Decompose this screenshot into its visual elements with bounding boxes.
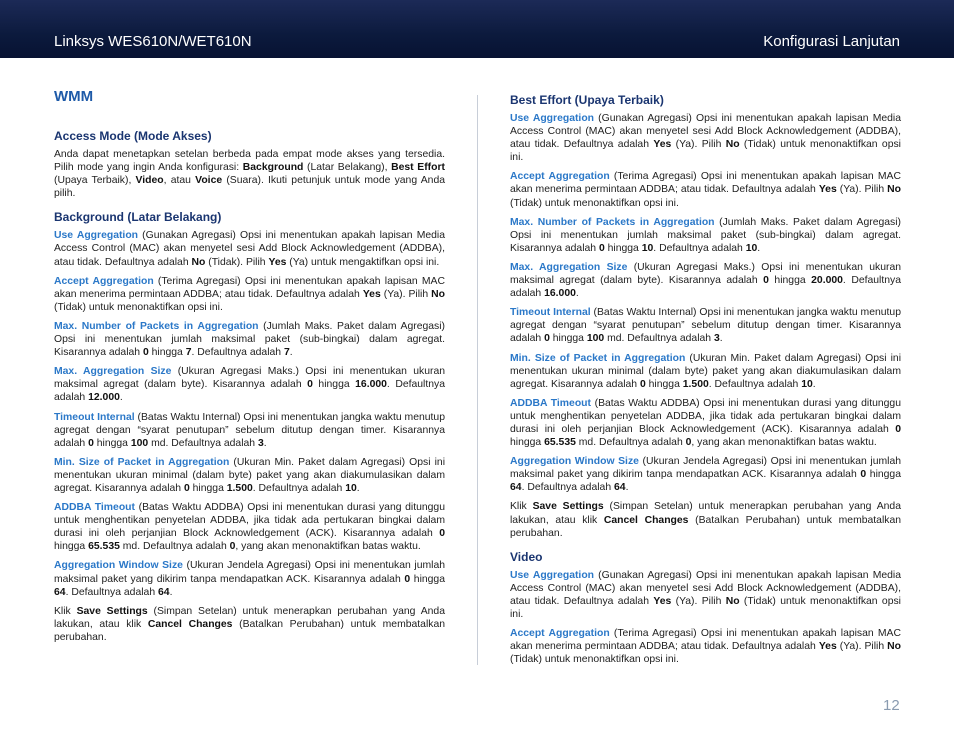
header-section-title: Konfigurasi Lanjutan	[763, 33, 900, 50]
best-effort-addba-timeout: ADDBA Timeout (Batas Waktu ADDBA) Opsi ini menentukan durasi yang ditunggu untuk menghentikan penyetelan ADDBA, jika tidak ada pertukaran bingkai dalam durasi ini oleh perjanjian Block Acknowledgement (ACK). Kisarannya adalah 0 hingga 65.535 md. Defaultnya adalah 0, yang akan menonaktifkan batas waktu.	[510, 397, 901, 449]
page-header	[0, 0, 954, 58]
best-effort-window-size: Aggregation Window Size (Ukuran Jendela Agregasi) Opsi ini menentukan jumlah maksimal paket yang dikirim tanpa mendapatkan ACK. Kisarannya adalah 0 hingga 64. Defaultnya adalah 64.	[510, 456, 902, 494]
best-effort-min-packet-size: Min. Size of Packet in Aggregation (Ukuran Min. Paket dalam Agregasi) Opsi ini menentukan ukuran minimal (dalam byte) paket yang akan diakumulasikan dalam agregat. Kisarannya adalah 0 hingga 1.500. Defaultnya adalah 10.	[510, 352, 901, 390]
left-column	[54, 88, 445, 650]
best-effort-save-instructions: Klik Save Settings (Simpan Setelan) untuk menerapkan perubahan yang Anda lakukan, atau klik Cancel Changes (Batalkan Perubahan) untuk membatalkan perubahan.	[510, 501, 902, 539]
background-save-instructions: Klik Save Settings (Simpan Setelan) untuk menerapkan perubahan yang Anda lakukan, atau klik Cancel Changes (Batalkan Perubahan) untuk membatalkan perubahan.	[54, 605, 446, 643]
right-column	[510, 93, 901, 672]
access-mode-paragraph: Anda dapat menetapkan setelan berbeda pada empat mode akses yang tersedia. Pilih mode yang ingin Anda konfigurasi: Background (Latar Belakang), Best Effort (Upaya Terbaik), Video, atau Voice (Suara). Ikuti petunjuk untuk mode yang Anda pilih.	[54, 149, 446, 200]
video-heading: Video	[510, 549, 543, 564]
background-timeout-internal: Timeout Internal (Batas Waktu Internal) Opsi ini menentukan jangka waktu menutup agregat dengan “syarat penutupan” sebelum ditutup dengan timer. Kisarannya adalah 0 hingga 100 md. Defaultnya adalah 3.	[54, 411, 445, 449]
background-max-packets: Max. Number of Packets in Aggregation (Jumlah Maks. Paket dalam Agregasi) Opsi ini menentukan jumlah maksimal paket (sub-bingkai) dalam agregat. Kisarannya adalah 0 hingga 7. Defaultnya adalah 7.	[54, 320, 446, 359]
background-heading: Background (Latar Belakang)	[54, 210, 222, 225]
header-product-title: Linksys WES610N/WET610N	[54, 33, 252, 50]
video-accept-aggregation: Accept Aggregation (Terima Agregasi) Opsi ini menentukan apakah lapisan MAC akan menerima permintaan ADDBA; atau tidak. Defaultnya adalah Yes (Ya). Pilih No (Tidak) untuk menonaktifkan opsi ini.	[510, 628, 901, 666]
background-max-aggregation-size: Max. Aggregation Size (Ukuran Agregasi Maks.) Opsi ini menentukan ukuran maksimal agregat (dalam byte). Kisarannya adalah 0 hingga 16.000. Defaultnya adalah 12.000.	[54, 366, 446, 404]
best-effort-heading: Best Effort (Upaya Terbaik)	[510, 93, 664, 107]
background-accept-aggregation: Accept Aggregation (Terima Agregasi) Opsi ini menentukan apakah lapisan MAC akan menerima permintaan ADDBA; atau tidak. Defaultnya adalah Yes (Ya). Pilih No (Tidak) untuk menonaktifkan opsi ini.	[54, 275, 445, 313]
background-addba-timeout: ADDBA Timeout (Batas Waktu ADDBA) Opsi ini menentukan durasi yang ditunggu untuk menghentikan penyetelan ADDBA, jika tidak ada pertukaran bingkai dalam durasi ini oleh perjanjian Block Acknowledgement (ACK). Kisarannya adalah 0 hingga 65.535 md. Defaultnya adalah 0, yang akan menonaktifkan batas waktu.	[54, 502, 445, 553]
best-effort-use-aggregation: Use Aggregation (Gunakan Agregasi) Opsi ini menentukan apakah lapisan Media Access Control (MAC) akan menyetel sesi Add Block Acknowledgement (ADDBA), atau tidak. Defaultnya adalah Yes (Ya). Pilih No (Tidak) untuk menonaktifkan opsi ini.	[510, 113, 902, 164]
best-effort-max-packets: Max. Number of Packets in Aggregation (Jumlah Maks. Paket dalam Agregasi) Opsi ini menentukan jumlah maksimal paket (sub-bingkai) dalam agregat. Kisarannya adalah 0 hingga 10. Defaultnya adalah 10.	[510, 216, 902, 254]
best-effort-accept-aggregation: Accept Aggregation (Terima Agregasi) Opsi ini menentukan apakah lapisan MAC akan menerima permintaan ADDBA; atau tidak. Defaultnya adalah Yes (Ya). Pilih No (Tidak) untuk menonaktifkan opsi ini.	[510, 171, 901, 209]
background-min-packet-size: Min. Size of Packet in Aggregation (Ukuran Min. Paket dalam Agregasi) Opsi ini menentukan ukuran minimal (dalam byte) paket yang akan diakumulasikan dalam agregat. Kisarannya adalah 0 hingga 1.500. Defaultnya adalah 10.	[54, 456, 445, 494]
wmm-heading: WMM	[54, 88, 94, 105]
best-effort-max-aggregation-size: Max. Aggregation Size (Ukuran Agregasi Maks.) Opsi ini menentukan ukuran maksimal agregat (dalam byte). Kisarannya adalah 0 hingga 20.000. Defaultnya adalah 16.000.	[510, 261, 902, 300]
access-mode-heading: Access Mode (Mode Akses)	[54, 129, 212, 143]
background-window-size: Aggregation Window Size (Ukuran Jendela Agregasi) Opsi ini menentukan jumlah maksimal paket yang dikirim tanpa mendapatkan ACK. Kisarannya adalah 0 hingga 64. Defaultnya adalah 64.	[54, 560, 446, 598]
video-use-aggregation: Use Aggregation (Gunakan Agregasi) Opsi ini menentukan apakah lapisan Media Access Control (MAC) akan menyetel sesi Add Block Acknowledgement (ADDBA), atau tidak. Defaultnya adalah Yes (Ya). Pilih No (Tidak) untuk menonaktifkan opsi ini.	[510, 569, 902, 620]
page-number: 12	[883, 697, 900, 714]
column-divider	[477, 95, 478, 665]
background-use-aggregation: Use Aggregation (Gunakan Agregasi) Opsi ini menentukan apakah lapisan Media Access Control (MAC) akan menyetel sesi Add Block Acknowledgement (ADDBA), atau tidak. Defaultnya adalah No (Tidak). Pilih Yes (Ya) untuk mengaktifkan opsi ini.	[54, 230, 446, 268]
best-effort-timeout-internal: Timeout Internal (Batas Waktu Internal) Opsi ini menentukan jangka waktu menutup agregat dengan “syarat penutupan” sebelum ditutup dengan timer. Kisarannya adalah 0 hingga 100 md. Defaultnya adalah 3.	[510, 307, 901, 345]
